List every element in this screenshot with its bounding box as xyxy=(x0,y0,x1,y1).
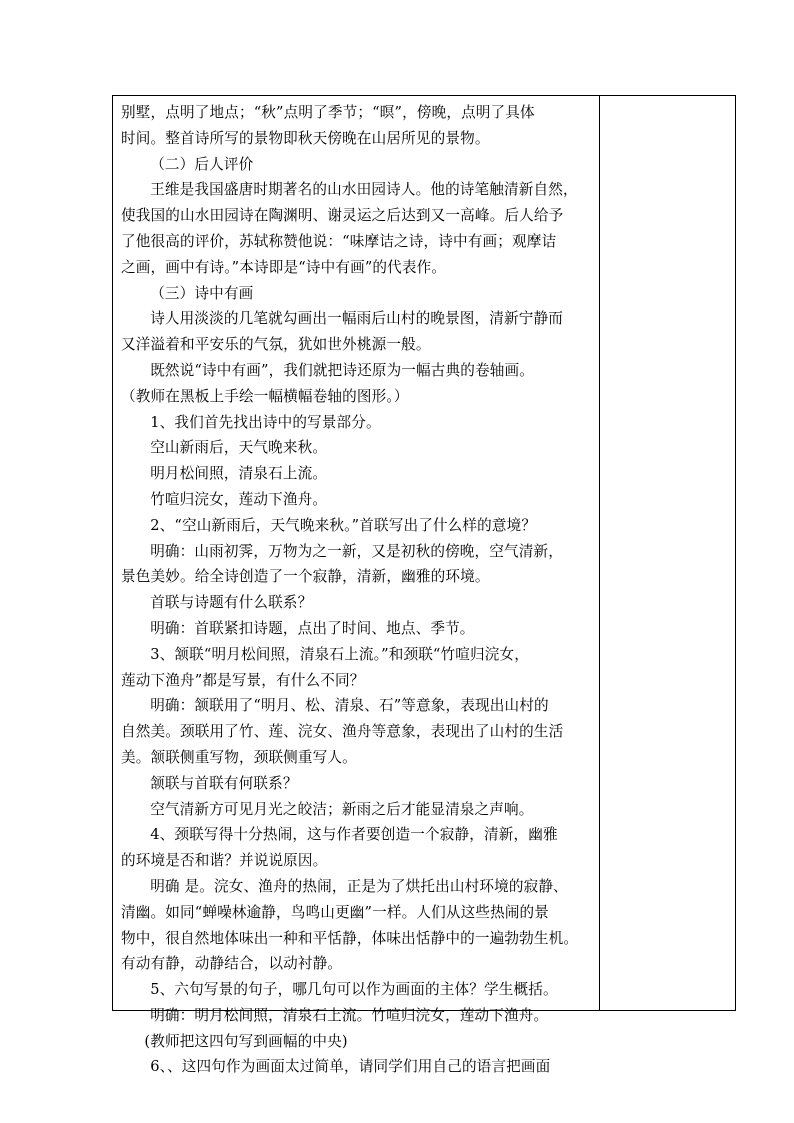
lesson-plan-table xyxy=(112,95,736,1076)
text-line: 清幽。如同“蝉噪林逾静，鸟鸣山更幽”一样。人们从这些热闹的景 xyxy=(121,903,550,921)
text-line: 物中，很自然地体味出一种和平恬静，体味出恬静中的一遍勃勃生机。 xyxy=(121,929,579,947)
text-line: 竹喧归浣女，莲动下渔舟。 xyxy=(150,490,328,508)
text-line: 6、、这四句作为画面太过简单，请同学们用自己的语言把画面 xyxy=(150,1058,551,1076)
text-line: 颔联与首联有何联系？ xyxy=(150,774,298,792)
text-line: 之画，画中有诗。”本诗即是“诗中有画”的代表作。 xyxy=(121,258,447,276)
text-line: 空山新雨后，天气晚来秋。 xyxy=(150,439,328,457)
text-line: （教师在黑板上手绘一幅横幅卷轴的图形。） xyxy=(121,387,409,405)
text-line: 王维是我国盛唐时期著名的山水田园诗人。他的诗笔触清新自然， xyxy=(150,181,578,199)
text-line: 莲动下渔舟”都是写景，有什么不同？ xyxy=(121,671,365,689)
text-line: 4、颈联写得十分热闹，这与作者要创造一个寂静，清新，幽雅 xyxy=(150,826,558,844)
text-line: 明月松间照，清泉石上流。 xyxy=(150,465,328,483)
text-line: 时间。整首诗所写的景物即秋天傍晚在山居所见的景物。 xyxy=(121,129,490,147)
text-line: 别墅，点明了地点；“秋”点明了季节；“暝”，傍晚，点明了具体 xyxy=(121,104,535,121)
text-line: 1、我们首先找出诗中的写景部分。 xyxy=(150,413,381,431)
text-line: 自然美。颈联用了竹、莲、浣女、渔舟等意象，表现出了山村的生活 xyxy=(121,723,564,741)
text-line: 又洋溢着和平安乐的气氛，犹如世外桃源一般。 xyxy=(121,336,431,354)
lesson-content-cell xyxy=(113,96,599,1076)
notes-cell xyxy=(600,96,735,1010)
text-line: （二）后人评价 xyxy=(150,155,254,173)
text-line: 美。颔联侧重写物，颈联侧重写人。 xyxy=(121,748,357,766)
text-line: 首联与诗题有什么联系？ xyxy=(150,594,313,612)
text-line: 的环境是否和谐？并说说原因。 xyxy=(121,852,328,870)
text-line: 5、六句写景的句子，哪几句可以作为画面的主体？学生概括。 xyxy=(150,981,558,999)
text-line: 空气清新方可见月光之皎洁；新雨之后才能显清泉之声响。 xyxy=(150,800,534,818)
text-line: 诗人用淡淡的几笔就勾画出一幅雨后山村的晚景图，清新宁静而 xyxy=(150,310,564,328)
text-line: 明确：颔联用了“明月、松、清泉、石”等意象，表现出山村的 xyxy=(150,697,549,715)
text-line: 明确 是。浣女、渔舟的热闹，正是为了烘托出山村环境的寂静、 xyxy=(150,877,568,895)
text-line: 使我国的山水田园诗在陶渊明、谢灵运之后达到又一高峰。后人给予 xyxy=(121,207,564,225)
text-line: 2、“空山新雨后，天气晚来秋。”首联写出了什么样的意境？ xyxy=(150,516,537,534)
text-line: (教师把这四句写到画幅的中央) xyxy=(144,1032,348,1050)
text-line: 3、颔联“明月松间照，清泉石上流。”和颈联“竹喧归浣女， xyxy=(150,645,530,663)
text-line: 景色美妙。给全诗创造了一个寂静，清新，幽雅的环境。 xyxy=(121,568,490,586)
text-line: 既然说“诗中有画”，我们就把诗还原为一幅古典的卷轴画。 xyxy=(150,361,535,379)
text-line: 明确：山雨初霁，万物为之一新，又是初秋的傍晚，空气清新， xyxy=(150,542,564,560)
text-line: 明确：首联紧扣诗题，点出了时间、地点、季节。 xyxy=(150,619,475,637)
text-line: 了他很高的评价，苏轼称赞他说：“味摩诘之诗，诗中有画；观摩诘 xyxy=(121,232,557,250)
text-line: （三）诗中有画 xyxy=(150,284,254,302)
text-line: 明确：明月松间照，清泉石上流。竹喧归浣女，莲动下渔舟。 xyxy=(150,1006,549,1024)
text-line: 有动有静，动静结合，以动衬静。 xyxy=(121,955,343,973)
